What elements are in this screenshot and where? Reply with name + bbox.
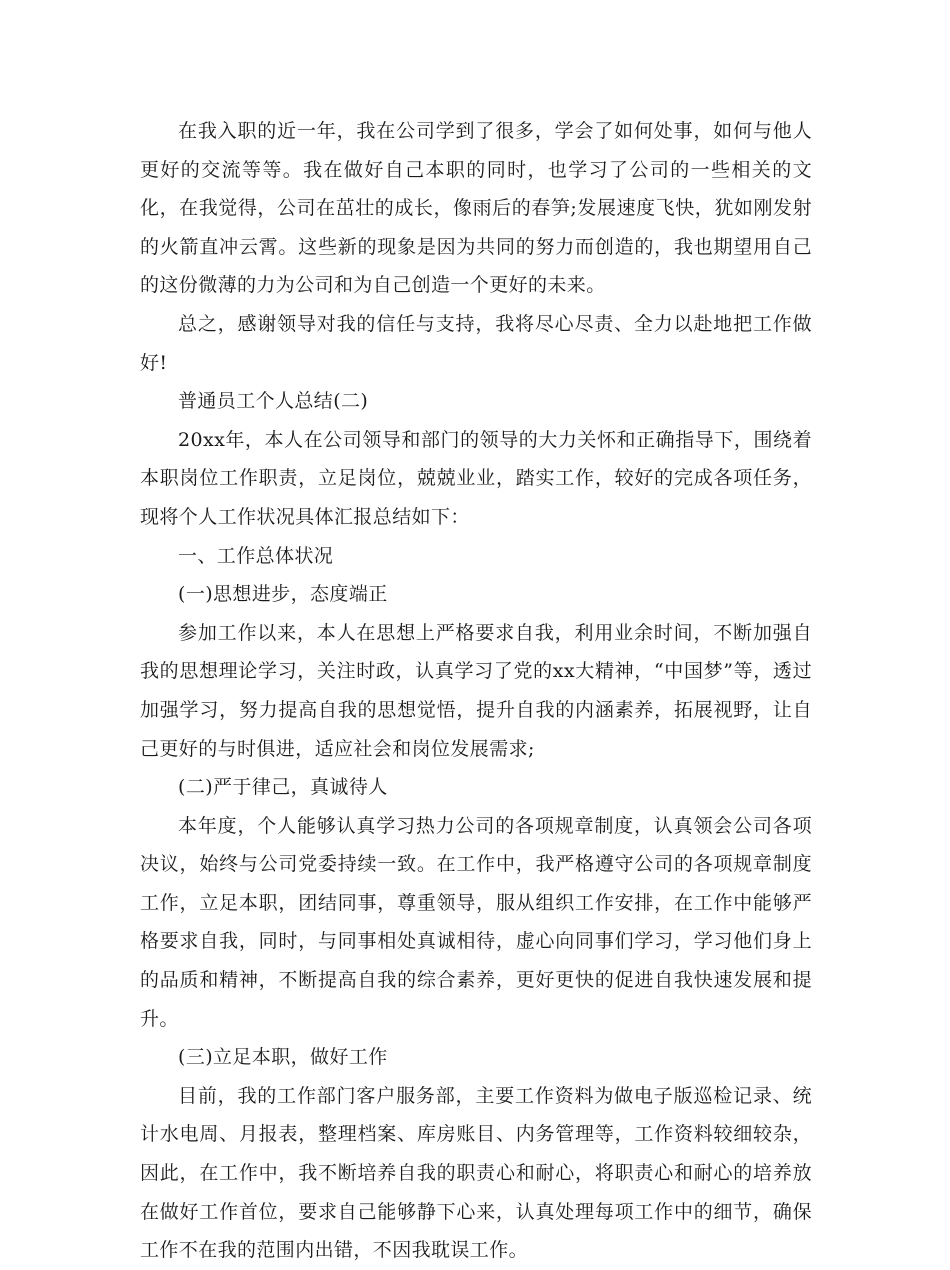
subheading-discipline: (二)严于律己，真诚待人 [178, 776, 388, 799]
paragraph-thanks: 总之，感谢领导对我的信任与支持，我将尽心尽责、全力以赴地把工作做好! [140, 312, 812, 374]
paragraph-duty: 目前，我的工作部门客户服务部，主要工作资料为做电子版巡检记录、统计水电周、月报表，整理档案、库房账目、内务管理等，工作资料较细较杂，因此，在工作中，我不断培养自我的职责心和耐心，将职责心和耐心的培养放在做好工作首位，要求自己能够静下心来，认真处理每项工作中的细节，确保工作不在我的范围内出错，不因我耽误工作。 [140, 1084, 812, 1262]
heading-work-status: 一、工作总体状况 [178, 544, 334, 567]
document-body [140, 112, 812, 1270]
subheading-thought: (一)思想进步，态度端正 [178, 583, 388, 606]
section-title: 普通员工个人总结(二) [178, 390, 369, 413]
paragraph-overview: 20xx年，本人在公司领导和部门的领导的大力关怀和正确指导下，围绕着本职岗位工作职责，立足岗位，兢兢业业，踏实工作，较好的完成各项任务，现将个人工作状况具体汇报总结如下： [140, 428, 812, 528]
paragraph-discipline: 本年度，个人能够认真学习热力公司的各项规章制度，认真领会公司各项决议，始终与公司党委持续一致。在工作中，我严格遵守公司的各项规章制度工作，立足本职，团结同事，尊重领导，服从组织工作安排，在工作中能够严格要求自我，同时，与同事相处真诚相待，虚心向同事们学习，学习他们身上的品质和精神，不断提高自我的综合素养，更好更快的促进自我快速发展和提升。 [140, 814, 812, 1030]
paragraph-thought: 参加工作以来，本人在思想上严格要求自我，利用业余时间，不断加强自我的思想理论学习，关注时政，认真学习了党的xx大精神，“中国梦”等，透过加强学习，努力提高自我的思想觉悟，提升自我的内涵素养，拓展视野，让自己更好的与时俱进，适应社会和岗位发展需求; [140, 621, 812, 760]
paragraph-intro: 在我入职的近一年，我在公司学到了很多，学会了如何处事，如何与他人更好的交流等等。我在做好自己本职的同时，也学习了公司的一些相关的文化，在我觉得，公司在茁壮的成长，像雨后的春笋;发展速度飞快，犹如刚发射的火箭直冲云霄。这些新的现象是因为共同的努力而创造的，我也期望用自己的这份微薄的力为公司和为自己创造一个更好的未来。 [140, 120, 812, 297]
subheading-duty: (三)立足本职，做好工作 [178, 1046, 388, 1069]
